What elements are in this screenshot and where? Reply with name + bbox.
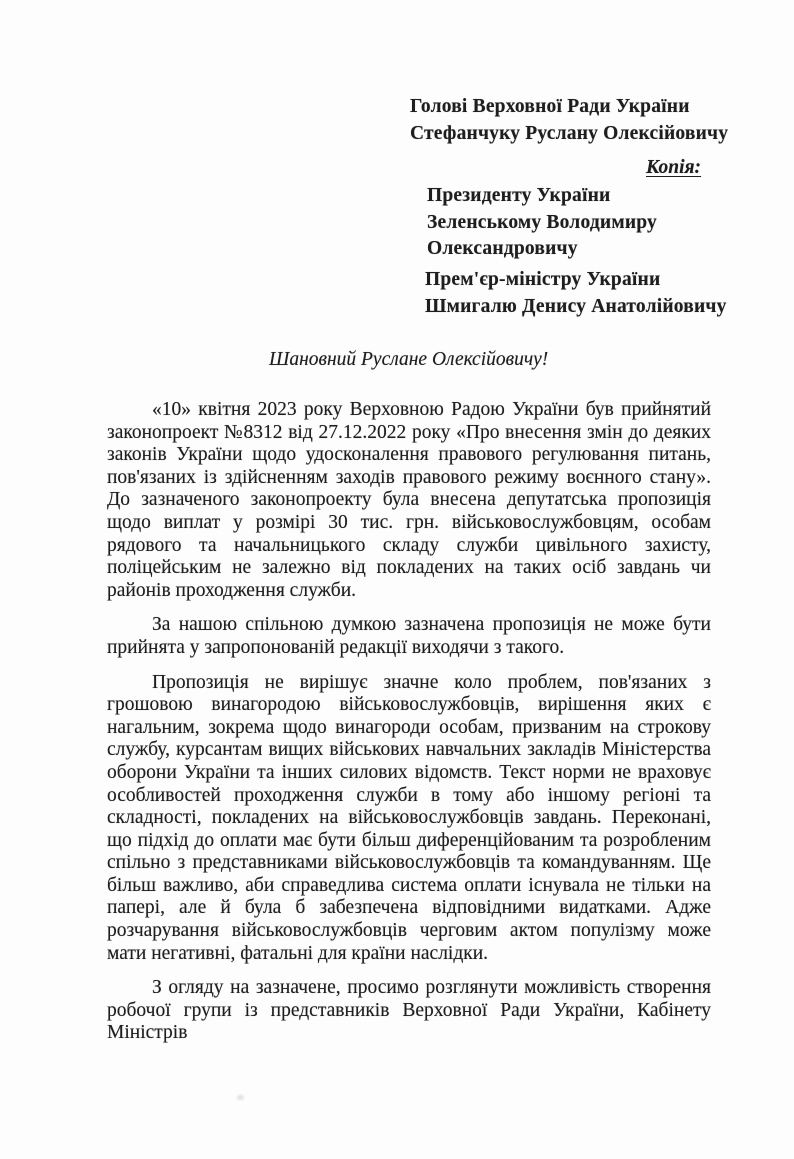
copy-recipient-president <box>427 183 657 263</box>
copy-recipient-line: Прем'єр-міністру України <box>425 269 661 290</box>
letter-body <box>107 399 711 1045</box>
paragraph-4: З огляду на зазначене, просимо розглянути можливість створення робочої групи із представників Верховної Ради України, Кабінету Міністрів <box>107 977 711 1044</box>
copy-label <box>646 157 701 179</box>
salutation: Шановний Руслане Олексійовичу! <box>269 349 549 370</box>
paragraph-1: «10» квітня 2023 року Верховною Радою України був прийнятий законопроект №8312 від 27.12.2022 року «Про внесення змін до деяких законів України щодо удосконалення правового регулювання питань, пов'язаних із здійсненням заходів правового режиму воєнного стану». До зазначеного законопроекту була внесена депутатська пропозиція щодо виплат у розмірі 30 тис. грн. військовослужбовцям, особам рядового та начальницького складу служби цивільного захисту, поліцейським не залежно від покладених на таких осіб завдань чи районів проходження служби. <box>107 399 711 601</box>
copy-recipient-line: Зеленському Володимиру <box>427 211 657 233</box>
paragraph-2: За нашою спільною думкою зазначена пропозиція не може бути прийнята у запропонованій редакції виходячи з такого. <box>107 614 711 658</box>
copy-recipient-line: Олександровичу <box>427 238 578 259</box>
addressee-block <box>410 93 728 147</box>
copy-recipient-prime-minister <box>425 267 727 320</box>
copy-label-text: Копія: <box>646 157 702 178</box>
addressee-line-2: Стефанчуку Руслану Олексійовичу <box>410 123 729 144</box>
addressee-line-1: Голові Верховної Ради України <box>410 96 690 117</box>
paragraph-3: Пропозиція не вирішує значне коло проблем, пов'язаних з грошовою винагородою військовослужбовців, вирішення яких є нагальним, зокрема щодо винагороди особам, призваним на строкову службу, курсантам вищих військових навчальних закладів Міністерства оборони України та інших силових відомств. Текст норми не враховує особливостей проходження служби в тому або іншому регіоні та складності, покладених на військовослужбовців завдань. Переконані, що підхід до оплати має бути більш диференційованим та розробленим спільно з представниками військовослужбовців та командуванням. Ще більш важливо, аби справедлива система оплати існувала не тільки на папері, але й була б забезпечена відповідними видатками. Адже розчарування військовослужбовців черговим актом популізму може мати негативні, фатальні для країни наслідки. <box>107 671 711 964</box>
copy-recipient-line: Шмигалю Денису Анатолійовичу <box>425 295 727 317</box>
copy-recipient-line: Президенту України <box>427 185 611 206</box>
scan-artifact-smudge <box>237 1095 244 1100</box>
